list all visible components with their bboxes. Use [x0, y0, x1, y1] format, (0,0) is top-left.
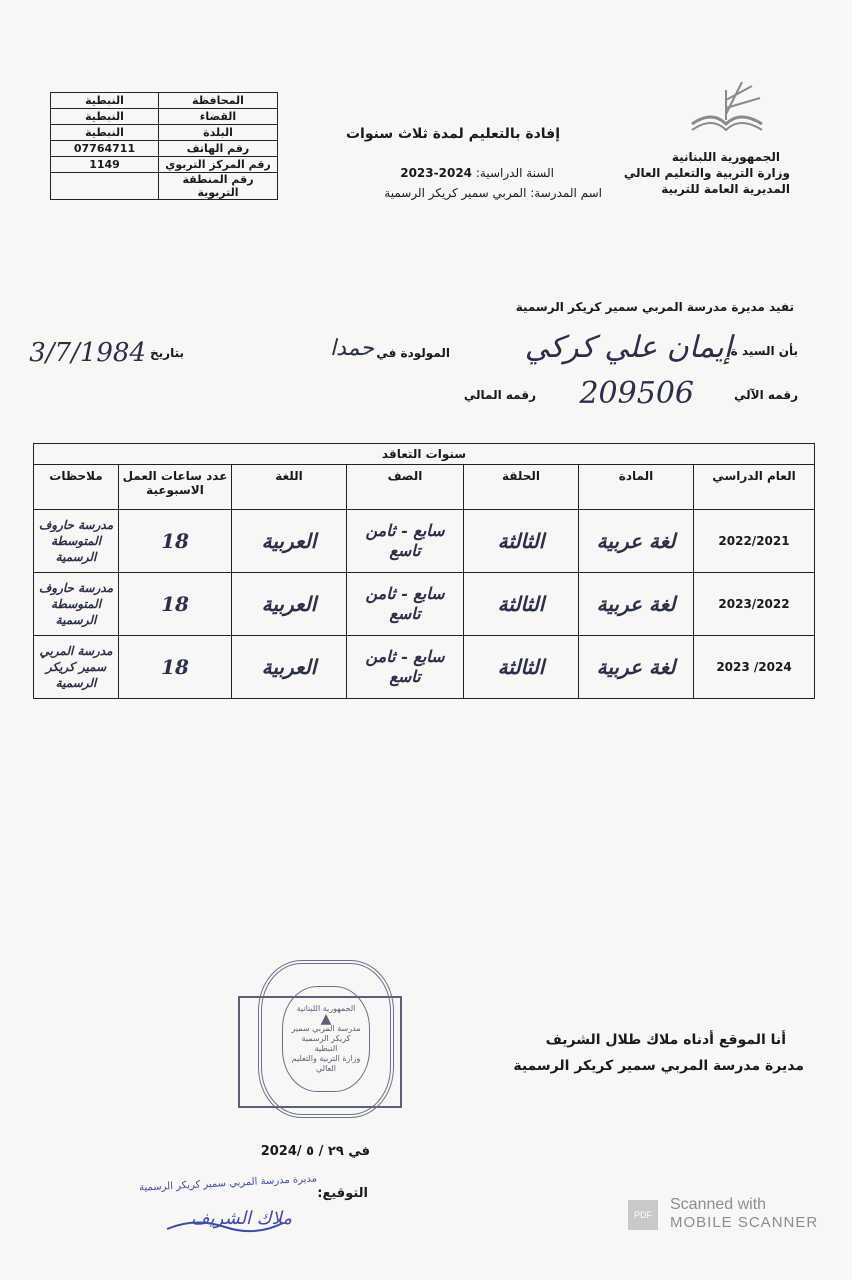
row-class-b: تاسع [389, 541, 421, 560]
row-class-a: سابع - ثامن [365, 584, 445, 603]
seal-line: الجمهورية اللبنانية [296, 1004, 356, 1013]
seal-line: وزارة التربية والتعليم العالي [291, 1054, 361, 1073]
document-title: إفادة بالتعليم لمدة ثلاث سنوات [345, 126, 560, 142]
row-hours: 18 [119, 573, 232, 636]
ministry-label: وزارة التربية والتعليم العالي [623, 166, 790, 180]
stamp-text: مديرة مدرسة المربي سمير كريكر الرسمية [138, 1173, 318, 1194]
info-value: النبطية [51, 93, 159, 109]
row-class [347, 510, 464, 573]
row-note: مدرسة حاروف المتوسطة الرسمية [34, 573, 119, 636]
scanner-watermark [628, 1196, 818, 1231]
info-label: القضاء [159, 109, 278, 125]
intro-text: تفيد مديرة مدرسة المربي سمير كريكر الرسمية [515, 300, 794, 314]
info-row [51, 141, 278, 157]
republic-label: الجمهورية اللبنانية [671, 150, 780, 164]
header-notes: ملاحظات [34, 465, 119, 510]
row-cycle: الثالثة [464, 636, 579, 699]
row-class-b: تاسع [389, 604, 421, 623]
header-subject: المادة [579, 465, 694, 510]
ministry-logo-icon [682, 80, 772, 140]
row-year: 2023/2022 [694, 573, 815, 636]
school-name [384, 186, 602, 200]
academic-year [400, 166, 554, 180]
row-note: مدرسة حاروف المتوسطة الرسمية [34, 510, 119, 573]
signoff-line-1: أنا الموقع أدناه ملاك طلال الشريف [545, 1032, 786, 1048]
info-label: المحافظة [159, 93, 278, 109]
info-row [51, 109, 278, 125]
info-label: البلدة [159, 125, 278, 141]
row-cycle: الثالثة [464, 510, 579, 573]
info-row [51, 93, 278, 109]
row-note: مدرسة المربي سمير كريكر الرسمية [34, 636, 119, 699]
info-table [50, 92, 278, 200]
date-prefix: في [348, 1144, 370, 1159]
info-label: رقم الهاتف [159, 141, 278, 157]
watermark-line-2: MOBILE SCANNER [670, 1214, 819, 1231]
row-language: العربية [232, 573, 347, 636]
person-name: إيمان علي كركي [524, 330, 732, 365]
year-label: السنة الدراسية: [475, 166, 554, 180]
official-seal [258, 960, 394, 1118]
row-class-a: سابع - ثامن [365, 521, 445, 540]
school-label: اسم المدرسة: [530, 186, 602, 200]
header-hours: عدد ساعات العمل الاسبوعية [119, 465, 232, 510]
auto-number-label: رقمه الآلي [734, 388, 798, 402]
born-place: حمدا [330, 336, 374, 361]
seal-inner [282, 986, 370, 1092]
cedar-icon: ▲ [320, 1011, 332, 1027]
row-class-a: سابع - ثامن [365, 647, 445, 666]
seal-line: مدرسة المربي سمير كريكر الرسمية [291, 1024, 361, 1043]
row-subject: لغة عربية [579, 636, 694, 699]
row-year: 2024/ 2023 [694, 636, 815, 699]
row-cycle: الثالثة [464, 573, 579, 636]
contract-table [33, 443, 815, 699]
watermark-line-1: Scanned with [670, 1196, 767, 1213]
table-row [34, 573, 815, 636]
info-value: 07764711 [51, 141, 159, 157]
info-row [51, 157, 278, 173]
financial-number-label: رقمه المالي [463, 388, 536, 402]
seal-line: النبطية [314, 1044, 338, 1053]
row-hours: 18 [119, 510, 232, 573]
pdf-icon: PDF [628, 1200, 658, 1230]
row-class [347, 573, 464, 636]
info-value: النبطية [51, 125, 159, 141]
row-class [347, 636, 464, 699]
directorate-label: المديرية العامة للتربية [661, 182, 790, 196]
signature-label: التوقيع: [317, 1186, 368, 1201]
header-cycle: الحلقة [464, 465, 579, 510]
signoff-date [261, 1144, 370, 1159]
row-language: العربية [232, 636, 347, 699]
signature-stroke [165, 1215, 285, 1235]
row-class-b: تاسع [389, 667, 421, 686]
person-label: بأن السيد ة [730, 344, 798, 358]
year-value: 2024-2023 [400, 166, 473, 180]
header-class: الصف [347, 465, 464, 510]
born-label: المولودة في [376, 346, 450, 360]
date-value: ٢٩ / ٥ /2024 [260, 1144, 344, 1159]
auto-number-value: 209506 [579, 376, 694, 411]
signoff-line-2: مديرة مدرسة المربي سمير كريكر الرسمية [513, 1058, 804, 1074]
table-row [34, 510, 815, 573]
info-value: 1149 [51, 157, 159, 173]
info-row [51, 173, 278, 200]
info-value [51, 173, 159, 200]
contract-table-title: سنوات التعاقد [34, 444, 815, 465]
info-label: رقم المنطقة التربوية [159, 173, 278, 200]
row-year: 2022/2021 [694, 510, 815, 573]
info-row [51, 125, 278, 141]
header-year: العام الدراسي [694, 465, 815, 510]
row-hours: 18 [119, 636, 232, 699]
info-value: النبطية [51, 109, 159, 125]
row-subject: لغة عربية [579, 510, 694, 573]
signature: ملاك الشريف [190, 1208, 292, 1229]
table-row [34, 636, 815, 699]
school-value: المربي سمير كريكر الرسمية [384, 186, 527, 200]
row-language: العربية [232, 510, 347, 573]
header-language: اللغة [232, 465, 347, 510]
row-subject: لغة عربية [579, 573, 694, 636]
date-label: بتاريخ [150, 346, 184, 360]
info-label: رقم المركز التربوي [159, 157, 278, 173]
birth-date: 3/7/1984 [29, 338, 146, 368]
